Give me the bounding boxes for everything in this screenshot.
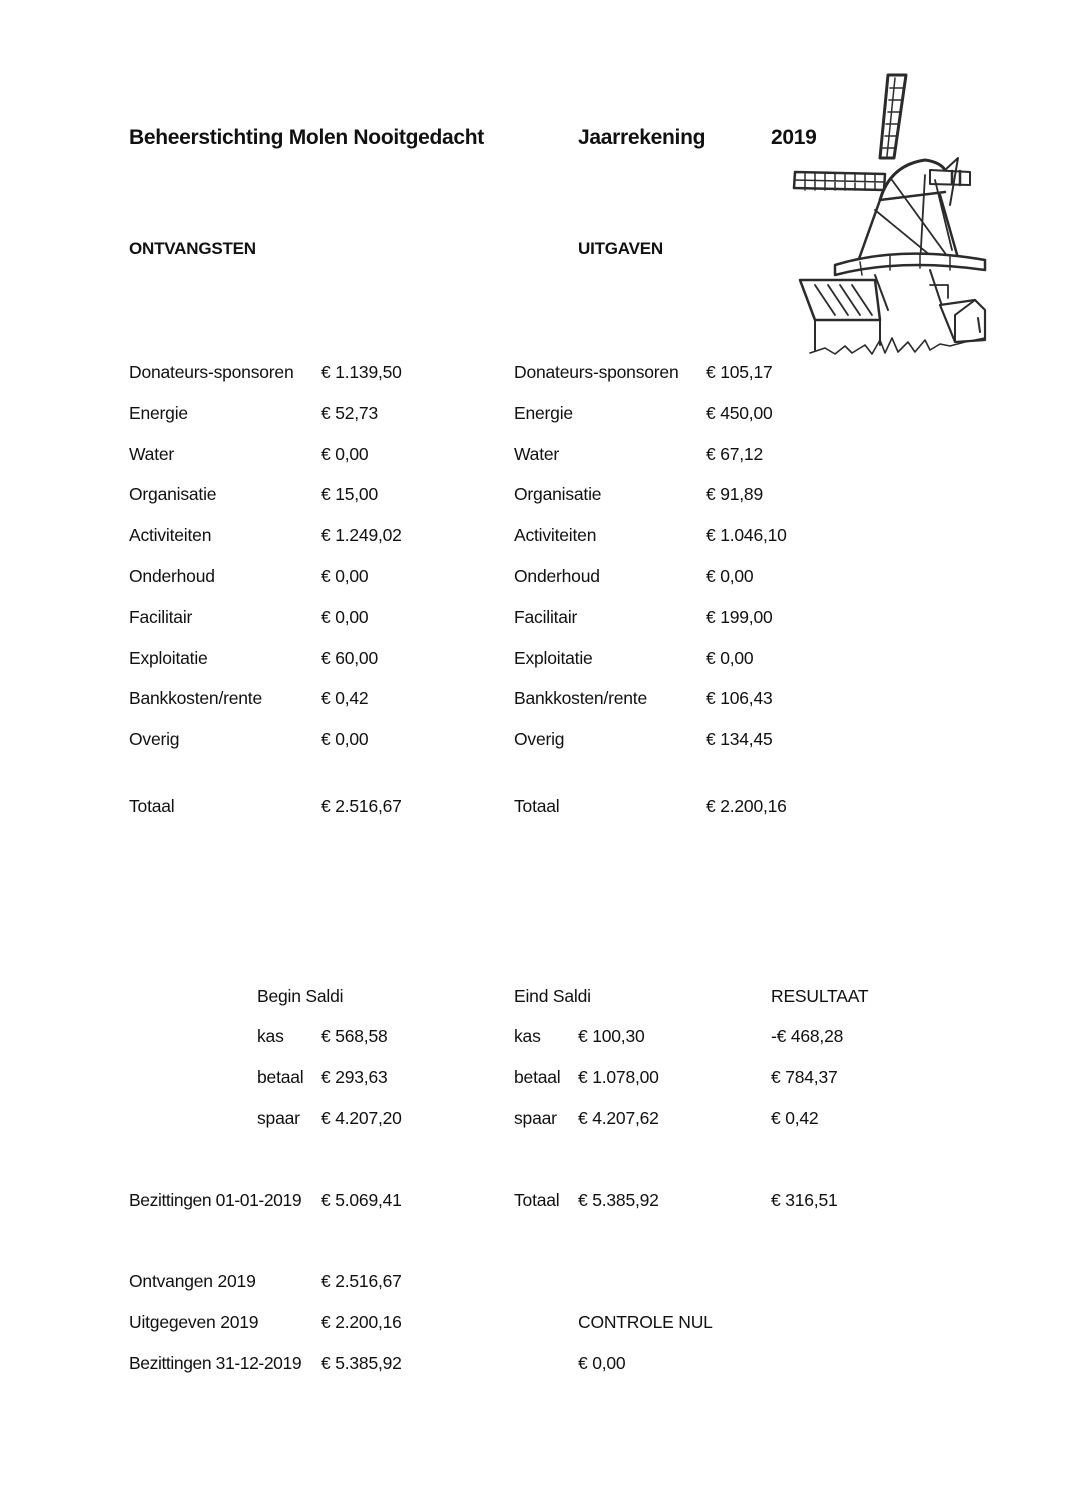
end-total-label: Totaal — [514, 1190, 560, 1210]
expense-amount: € 199,00 — [706, 607, 773, 627]
income-label: Bankkosten/rente — [129, 688, 262, 708]
end-balances-heading: Eind Saldi — [514, 986, 591, 1006]
expenses-total-label: Totaal — [514, 796, 560, 816]
check-label: CONTROLE NUL — [578, 1312, 713, 1332]
expense-label: Activiteiten — [514, 525, 597, 545]
income-total-label: Totaal — [129, 796, 175, 816]
assets-end-amount: € 5.385,92 — [321, 1353, 402, 1373]
income-amount: € 0,42 — [321, 688, 369, 708]
expense-amount: € 67,12 — [706, 444, 763, 464]
income-heading: ONTVANGSTEN — [129, 239, 256, 258]
expense-label: Energie — [514, 403, 573, 423]
income-label: Overig — [129, 729, 180, 749]
assets-end-label: Bezittingen 31-12-2019 — [129, 1353, 302, 1373]
spent-amount: € 2.200,16 — [321, 1312, 402, 1332]
expense-amount: € 106,43 — [706, 688, 773, 708]
expense-label: Water — [514, 444, 560, 464]
end-account: betaal — [514, 1067, 561, 1087]
income-label: Energie — [129, 403, 188, 423]
expense-label: Facilitair — [514, 607, 578, 627]
end-amount: € 1.078,00 — [578, 1067, 659, 1087]
income-amount: € 52,73 — [321, 403, 378, 423]
expense-label: Organisatie — [514, 484, 602, 504]
begin-balances-heading: Begin Saldi — [257, 986, 344, 1006]
income-total-amount: € 2.516,67 — [321, 796, 402, 816]
income-label: Exploitatie — [129, 648, 208, 668]
income-label: Donateurs-sponsoren — [129, 362, 294, 382]
result-total-amount: € 316,51 — [771, 1190, 838, 1210]
assets-begin-amount: € 5.069,41 — [321, 1190, 402, 1210]
end-amount: € 100,30 — [578, 1026, 645, 1046]
income-label: Organisatie — [129, 484, 217, 504]
end-account: kas — [514, 1026, 541, 1046]
expense-amount: € 91,89 — [706, 484, 763, 504]
begin-account: betaal — [257, 1067, 304, 1087]
begin-amount: € 293,63 — [321, 1067, 388, 1087]
result-amount: € 784,37 — [771, 1067, 838, 1087]
income-amount: € 1.139,50 — [321, 362, 402, 382]
expense-amount: € 0,00 — [706, 566, 754, 586]
end-account: spaar — [514, 1108, 557, 1128]
expense-amount: € 105,17 — [706, 362, 773, 382]
begin-amount: € 4.207,20 — [321, 1108, 402, 1128]
begin-account: kas — [257, 1026, 284, 1046]
income-label: Activiteiten — [129, 525, 212, 545]
income-label: Onderhoud — [129, 566, 215, 586]
windmill-icon — [780, 70, 1035, 355]
expense-label: Onderhoud — [514, 566, 600, 586]
end-total-amount: € 5.385,92 — [578, 1190, 659, 1210]
income-label: Facilitair — [129, 607, 193, 627]
income-amount: € 0,00 — [321, 729, 369, 749]
expenses-total-amount: € 2.200,16 — [706, 796, 787, 816]
end-amount: € 4.207,62 — [578, 1108, 659, 1128]
spent-label: Uitgegeven 2019 — [129, 1312, 259, 1332]
expense-amount: € 0,00 — [706, 648, 754, 668]
expenses-heading: UITGAVEN — [578, 239, 663, 258]
organization-title: Beheerstichting Molen Nooitgedacht — [129, 126, 484, 149]
received-label: Ontvangen 2019 — [129, 1271, 256, 1291]
income-amount: € 15,00 — [321, 484, 378, 504]
expense-label: Overig — [514, 729, 565, 749]
result-amount: € 0,42 — [771, 1108, 819, 1128]
income-amount: € 60,00 — [321, 648, 378, 668]
expense-label: Exploitatie — [514, 648, 593, 668]
income-amount: € 0,00 — [321, 444, 369, 464]
received-amount: € 2.516,67 — [321, 1271, 402, 1291]
begin-account: spaar — [257, 1108, 300, 1128]
result-heading: RESULTAAT — [771, 986, 869, 1006]
income-amount: € 1.249,02 — [321, 525, 402, 545]
assets-begin-label: Bezittingen 01-01-2019 — [129, 1190, 302, 1210]
result-amount: -€ 468,28 — [771, 1026, 844, 1046]
expense-amount: € 134,45 — [706, 729, 773, 749]
expense-label: Bankkosten/rente — [514, 688, 647, 708]
check-value: € 0,00 — [578, 1353, 626, 1373]
document-year: 2019 — [771, 126, 817, 149]
income-label: Water — [129, 444, 175, 464]
expense-label: Donateurs-sponsoren — [514, 362, 679, 382]
begin-amount: € 568,58 — [321, 1026, 388, 1046]
income-amount: € 0,00 — [321, 566, 369, 586]
income-amount: € 0,00 — [321, 607, 369, 627]
document-type: Jaarrekening — [578, 126, 706, 149]
expense-amount: € 1.046,10 — [706, 525, 787, 545]
expense-amount: € 450,00 — [706, 403, 773, 423]
